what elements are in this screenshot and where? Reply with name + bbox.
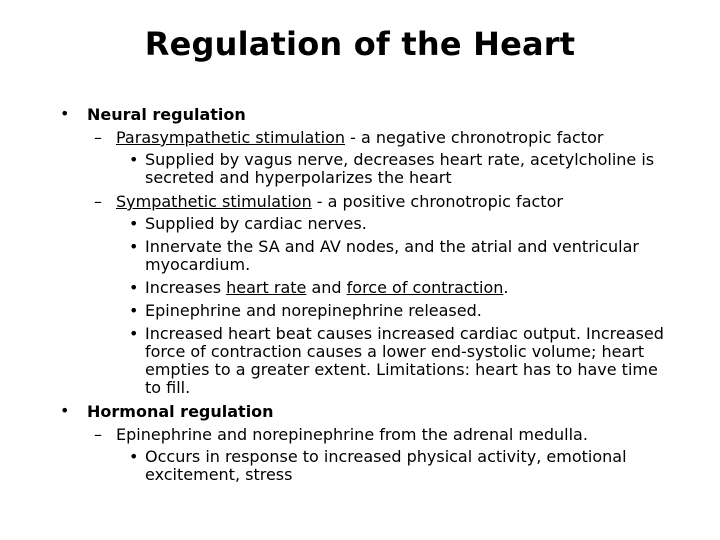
detail-text: Increased heart beat causes increased cardiac output. Increased force of contraction causes a lower end-systolic volume; heart empties to a greater extent. Limitations: heart has to have time to fill. [145,324,664,397]
subbullet-adrenal-medulla [94,425,670,444]
force-of-contraction-link[interactable]: force of contraction [346,278,504,297]
section-heading: Neural regulation [87,105,246,124]
bullet-neural-regulation [60,105,670,124]
detail-cardiac-output [129,324,670,397]
bullet-marker: • [129,324,139,343]
slide-content [60,105,670,489]
dash-marker: – [94,128,102,147]
detail-vagus-nerve [129,150,670,187]
dash-marker: – [94,192,102,211]
heart-rate-link[interactable]: heart rate [226,278,307,297]
slide-title: Regulation of the Heart [144,25,576,63]
detail-text: Occurs in response to increased physical activity, emotional excitement, stress [145,447,627,484]
detail-text: Supplied by vagus nerve, decreases heart rate, acetylcholine is secreted and hyperpolarizes the heart [145,150,655,187]
detail-text-suffix: . [503,278,509,297]
detail-text-prefix: Increases [145,278,227,297]
subbullet-parasympathetic [94,128,670,147]
detail-text: Epinephrine and norepinephrine released. [145,301,482,320]
bullet-marker: • [129,150,139,169]
detail-epinephrine-released [129,301,670,320]
bullet-marker: • [60,401,70,420]
bullet-marker: • [129,237,139,256]
detail-physical-activity [129,447,670,484]
bullet-marker: • [129,447,139,466]
bullet-marker: • [60,104,70,123]
subbullet-text: - a negative chronotropic factor [345,128,604,147]
dash-marker: – [94,425,102,444]
sympathetic-link[interactable]: Sympathetic stimulation [116,192,312,211]
detail-cardiac-nerves [129,214,670,233]
subbullet-text: - a positive chronotropic factor [311,192,563,211]
detail-increases-rate-force [129,278,670,297]
subbullet-text: Epinephrine and norepinephrine from the adrenal medulla. [116,425,588,444]
subbullet-sympathetic [94,192,670,211]
detail-text: Innervate the SA and AV nodes, and the atrial and ventricular myocardium. [145,237,639,274]
bullet-marker: • [129,214,139,233]
bullet-hormonal-regulation [60,402,670,421]
parasympathetic-link[interactable]: Parasympathetic stimulation [116,128,346,147]
bullet-marker: • [129,278,139,297]
detail-text-middle: and [306,278,347,297]
detail-innervate-nodes [129,237,670,274]
section-heading: Hormonal regulation [87,402,274,421]
bullet-marker: • [129,301,139,320]
detail-text: Supplied by cardiac nerves. [145,214,367,233]
